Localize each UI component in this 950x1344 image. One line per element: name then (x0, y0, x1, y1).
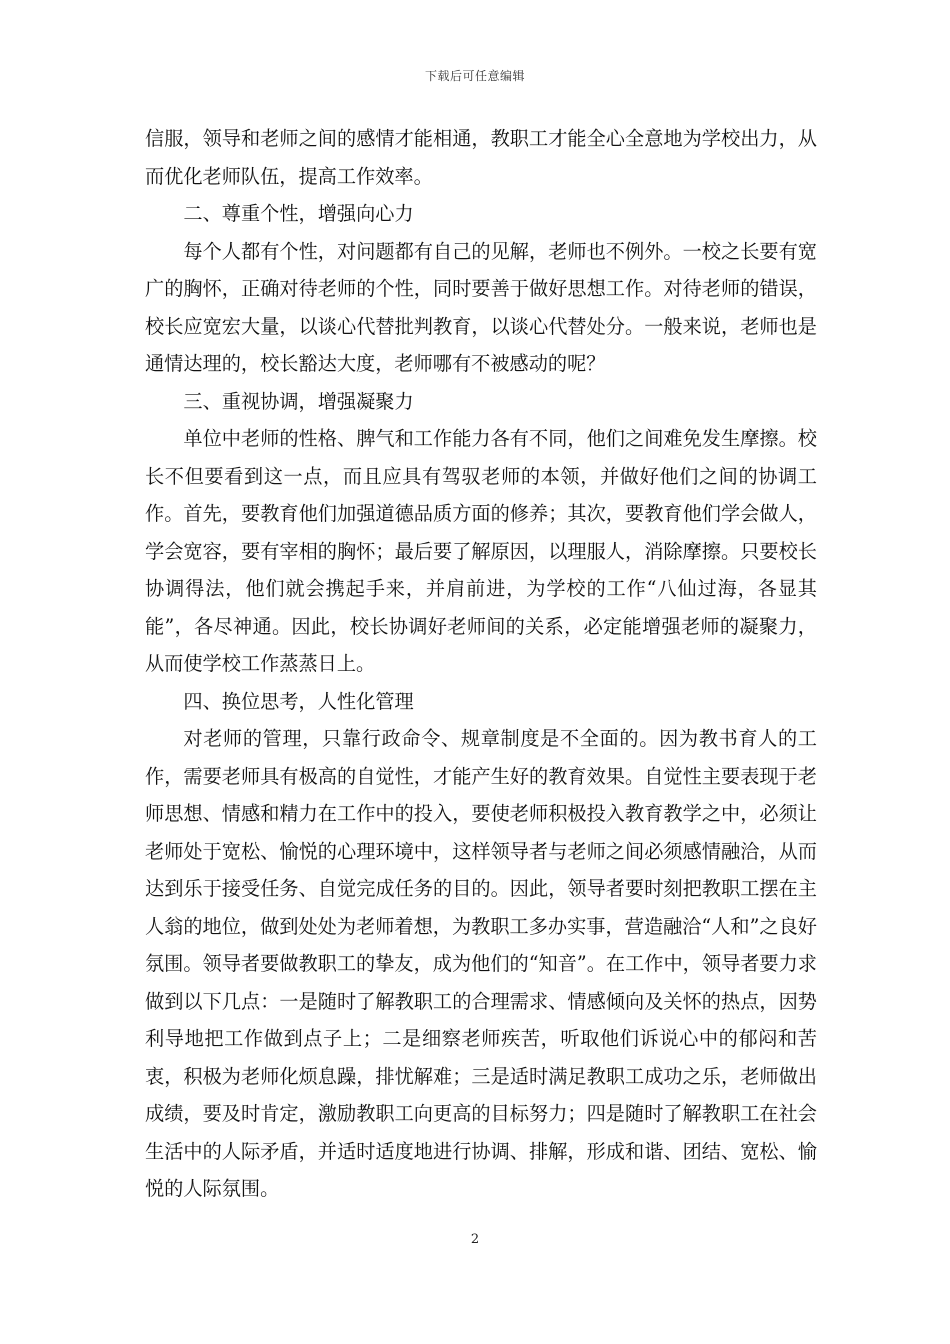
section-heading-respect-individuality: 二、尊重个性，增强向心力 (183, 202, 414, 225)
paragraph-continuation: 信服，领导和老师之间的感情才能相通，教职工才能全心全意地为学校出力，从而优化老师队伍，提高工作效率。 (145, 127, 817, 188)
document-body (145, 120, 817, 1208)
paragraph-empathy-management: 对老师的管理，只靠行政命令、规章制度是不全面的。因为教书育人的工作，需要老师具有极高的自觉性，才能产生好的教育效果。自觉性主要表现于老师思想、情感和精力在工作中的投入，要使老师积极投入教育教学之中，必须让老师处于宽松、愉悦的心理环境中，这样领导者与老师之间必须感情融洽，从而达到乐于接受任务、自觉完成任务的目的。因此，领导者要时刻把教职工摆在主人翁的地位，做到处处为老师着想，为教职工多办实事，营造融洽“人和”之良好氛围。领导者要做教职工的挚友，成为他们的“知音”。在工作中，领导者要力求做到以下几点：一是随时了解教职工的合理需求、情感倾向及关怀的热点，因势利导地把工作做到点子上；二是细察老师疾苦，听取他们诉说心中的郁闷和苦衷，积极为老师化烦息躁，排忧解难；三是适时满足教职工成功之乐，老师做出成绩，要及时肯定，激励教职工向更高的目标努力；四是随时了解教职工在社会生活中的人际矛盾，并适时适度地进行协调、排解，形成和谐、团结、宽松、愉悦的人际氛围。 (145, 727, 817, 1200)
page-number: 2 (470, 1232, 480, 1247)
section-heading-empathy-management: 四、换位思考，人性化管理 (183, 689, 414, 713)
paragraph-coordination: 单位中老师的性格、脾气和工作能力各有不同，他们之间难免发生摩擦。校长不但要看到这一点，而且应具有驾驭老师的本领，并做好他们之间的协调工作。首先，要教育他们加强道德品质方面的修养；其次，要教育他们学会做人，学会宽容，要有宰相的胸怀；最后要了解原因，以理服人，消除摩擦。只要校长协调得法，他们就会携起手来，并肩前进，为学校的工作“八仙过海，各显其能”，各尽神通。因此，校长协调好老师间的关系，必定能增强老师的凝聚力，从而使学校工作蒸蒸日上。 (145, 427, 817, 675)
section-heading-coordination: 三、重视协调，增强凝聚力 (183, 389, 414, 413)
page-header: 下载后可任意编辑 (424, 69, 525, 83)
paragraph-individuality: 每个人都有个性，对问题都有自己的见解，老师也不例外。一校之长要有宽广的胸怀，正确对待老师的个性，同时要善于做好思想工作。对待老师的错误，校长应宽宏大量，以谈心代替批判教育，以谈心代替处分。一般来说，老师也是通情达理的，校长豁达大度，老师哪有不被感动的呢？ (145, 239, 817, 375)
